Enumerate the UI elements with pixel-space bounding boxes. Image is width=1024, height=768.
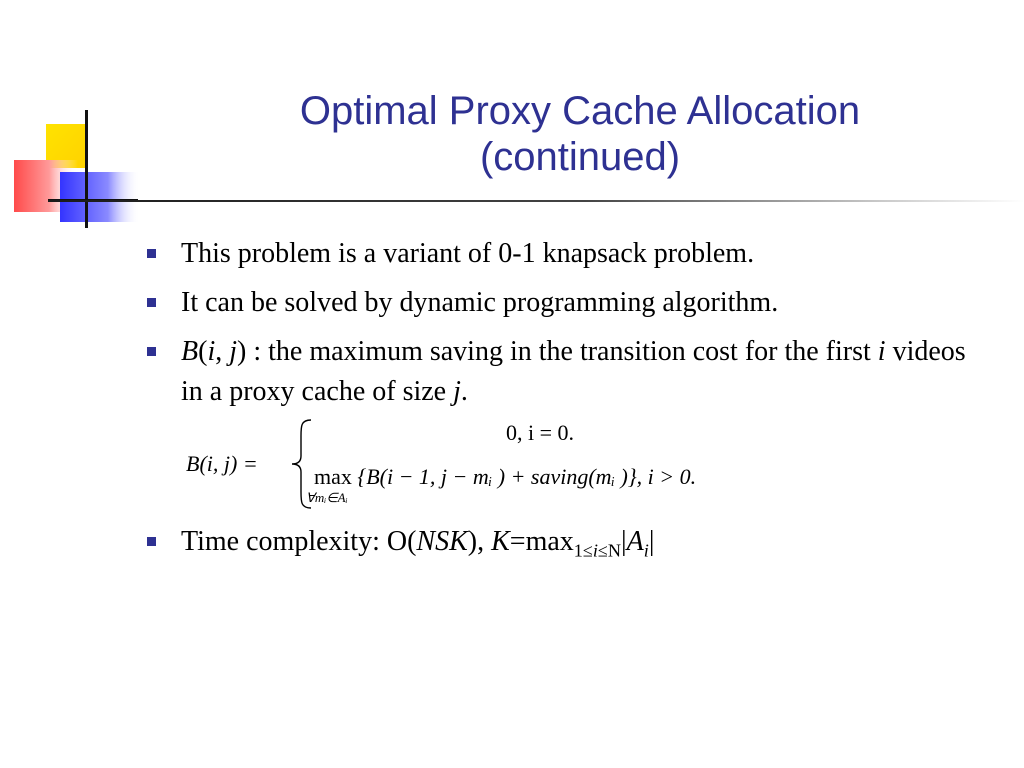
bullet-text: It can be solved by dynamic programming algorithm.: [181, 287, 779, 318]
max-subscript: ∀mᵢ∈Aᵢ: [306, 490, 348, 505]
bullet-item: [145, 332, 985, 412]
recurrence-formula: [186, 416, 846, 516]
bullet-list: [145, 234, 985, 580]
bullet-text: B(i, j) : the maximum saving in the transition cost for the first i videos in a proxy cache of size j.: [181, 336, 966, 407]
bullet-item: [145, 234, 985, 274]
square-bullet-icon: [147, 537, 156, 546]
slide-title: [230, 88, 930, 180]
formula-case-recursive: [306, 464, 697, 505]
square-bullet-icon: [147, 298, 156, 307]
bullet-text: This problem is a variant of 0-1 knapsack problem.: [181, 238, 755, 269]
decorative-logo: [0, 0, 140, 240]
formula-lhs: B(i, j) =: [186, 451, 258, 476]
title-line-2: (continued): [479, 135, 681, 179]
title-divider: [48, 200, 1024, 202]
bullet-text: Time complexity: O(NSK), $K=\max_{1\le i\le N}|A_i|$: [181, 526, 655, 561]
formula-case-base: 0, i = 0.: [506, 420, 575, 445]
title-line-1: Optimal Proxy Cache Allocation: [299, 89, 861, 133]
bullet-item: [145, 283, 985, 323]
square-bullet-icon: [147, 249, 156, 258]
bullet-item: [145, 522, 985, 571]
formula-body: {B(i − 1, j − mᵢ ) + saving(mᵢ )}, i > 0.: [357, 464, 697, 489]
max-operator: max ∀mᵢ∈Aᵢ: [306, 464, 352, 505]
square-bullet-icon: [147, 347, 156, 356]
